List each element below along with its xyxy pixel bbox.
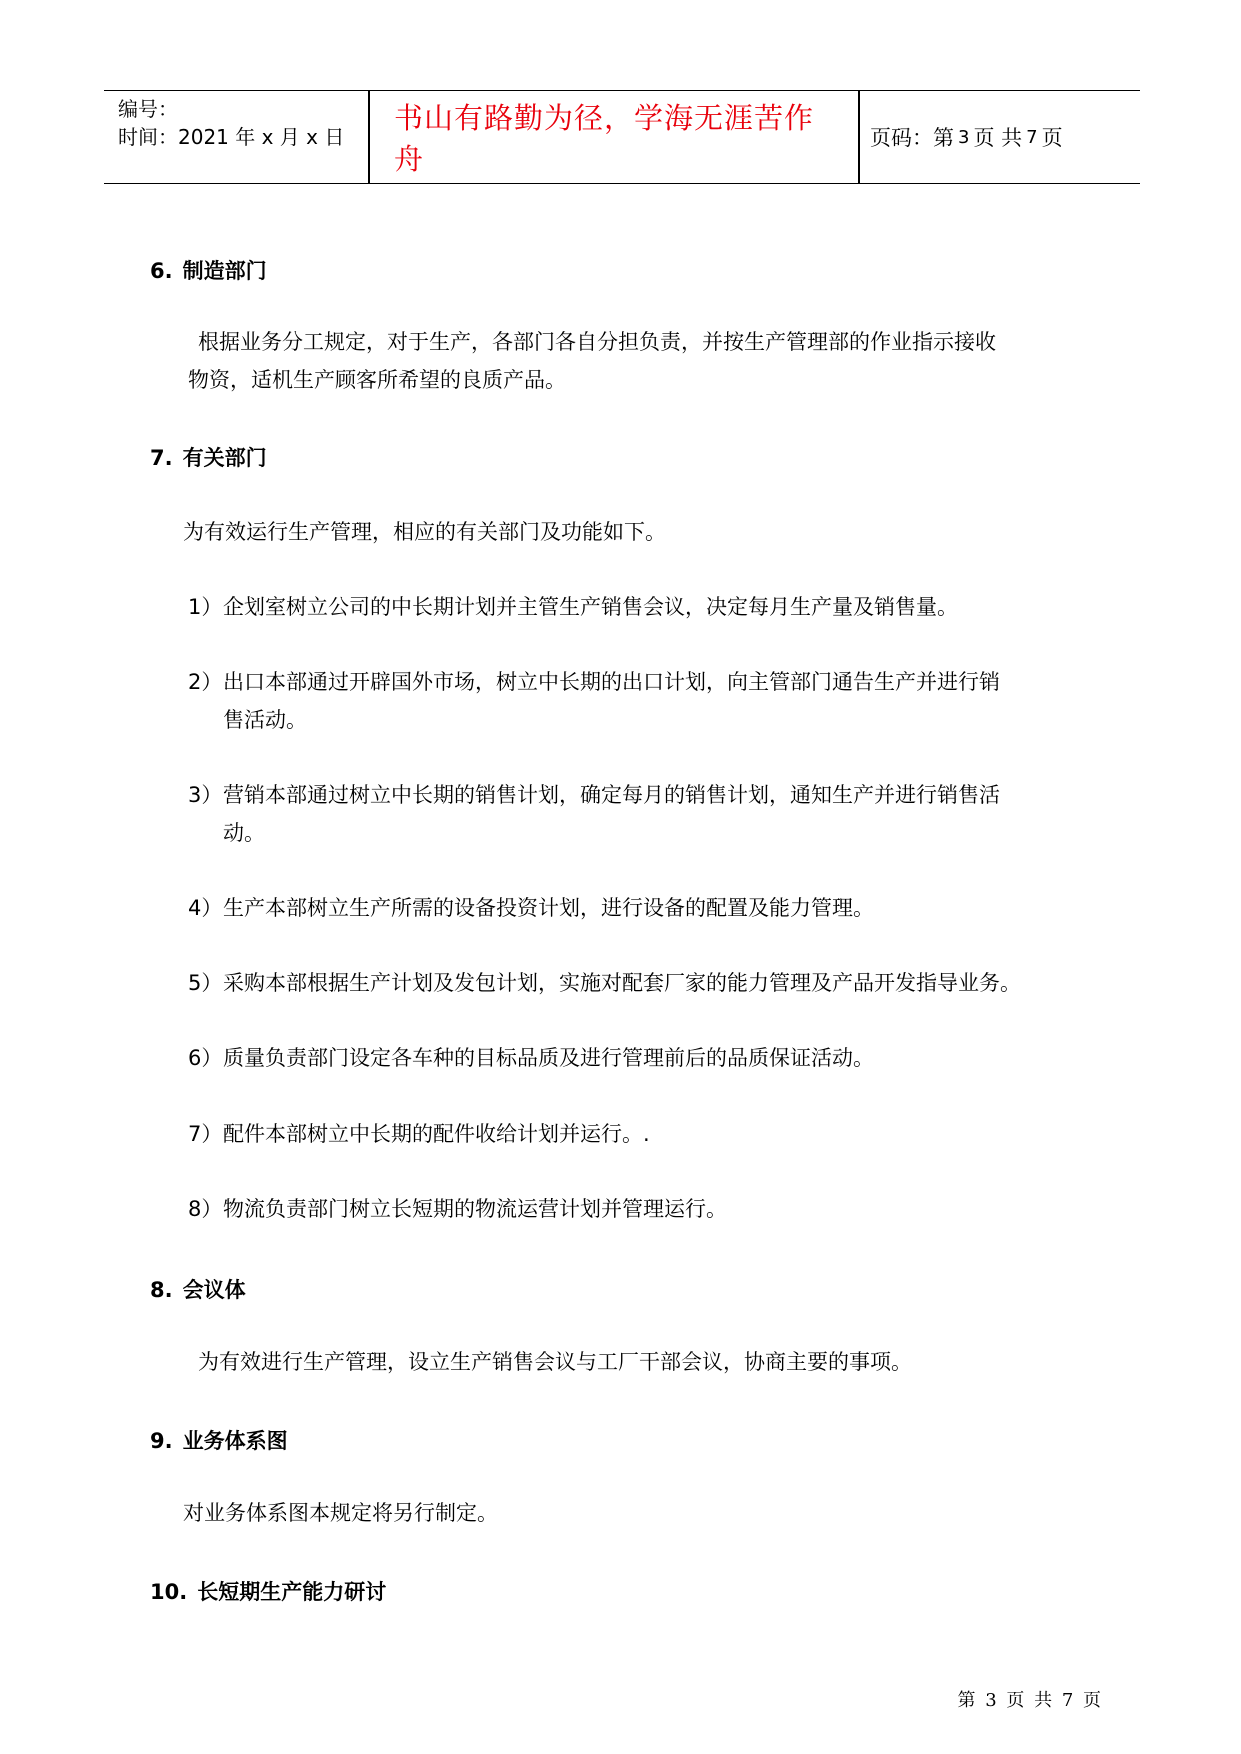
section-heading-8 [150, 1274, 246, 1304]
list-item-continuation: 动。 [223, 821, 265, 845]
list-item [188, 889, 1088, 927]
section-heading-10 [150, 1576, 386, 1606]
section-number: 10. [150, 1580, 188, 1604]
list-item [188, 1039, 1088, 1077]
section-title: 制造部门 [182, 259, 267, 283]
section-8-body: 为有效进行生产管理，设立生产销售会议与工厂干部会议，协商主要的事项。 [198, 1350, 912, 1374]
list-item-label: 8） [188, 1197, 223, 1221]
page-prefix: 页码：第 [870, 126, 954, 150]
section-heading-9 [150, 1425, 288, 1455]
list-item-text: 采购本部根据生产计划及发包计划，实施对配套厂家的能力管理及产品开发指导业务。 [223, 971, 1021, 995]
section-6-body-line-2: 物资，适机生产顾客所希望的良质产品。 [188, 368, 566, 392]
list-item-label: 3） [188, 783, 223, 807]
header-motto: 书山有路勤为径，学海无涯苦作舟 [394, 101, 815, 176]
page-suffix: 页 [1041, 126, 1063, 150]
list-item-text: 配件本部树立中长期的配件收给计划并运行。. [223, 1122, 650, 1146]
list-item [188, 588, 1088, 626]
list-item-label: 5） [188, 971, 223, 995]
section-title: 长短期生产能力研讨 [197, 1580, 387, 1604]
page-footer: 第 3 页 共 7 页 [957, 1690, 1103, 1711]
header-meta [118, 95, 344, 151]
list-item-text: 生产本部树立生产所需的设备投资计划，进行设备的配置及能力管理。 [223, 896, 874, 920]
section-title: 业务体系图 [182, 1429, 288, 1453]
list-item-label: 4） [188, 896, 223, 920]
section-number: 8. [150, 1278, 173, 1302]
document-number-label: 编号： [118, 97, 178, 121]
list-item [188, 1190, 1088, 1228]
document-time: 时间：2021 年 x 月 x 日 [118, 125, 345, 149]
section-6-body-line-1: 根据业务分工规定，对于生产，各部门各自分担负责，并按生产管理部的作业指示接收 [198, 330, 996, 354]
list-item-label: 6） [188, 1046, 223, 1070]
section-title: 会议体 [182, 1278, 246, 1302]
list-item-label: 7） [188, 1122, 223, 1146]
list-item-text: 营销本部通过树立中长期的销售计划，确定每月的销售计划，通知生产并进行销售活 [223, 783, 1000, 807]
list-item-text: 出口本部通过开辟国外市场，树立中长期的出口计划，向主管部门通告生产并进行销 [223, 670, 1000, 694]
page-total: 7 [1026, 126, 1038, 148]
page-mid: 页 共 [973, 126, 1023, 150]
list-item [188, 964, 1088, 1002]
section-number: 7. [150, 446, 173, 470]
header-divider-right [858, 91, 860, 183]
section-9-body: 对业务体系图本规定将另行制定。 [183, 1501, 498, 1525]
header-page-indicator [870, 91, 1063, 183]
section-number: 9. [150, 1429, 173, 1453]
list-item [188, 663, 1088, 739]
page-current: 3 [958, 126, 970, 148]
list-item [188, 776, 1088, 852]
list-item-text: 质量负责部门设定各车种的目标品质及进行管理前后的品质保证活动。 [223, 1046, 874, 1070]
section-heading-7 [150, 442, 267, 472]
list-item-continuation: 售活动。 [223, 708, 307, 732]
section-number: 6. [150, 259, 173, 283]
list-item-text: 物流负责部门树立长短期的物流运营计划并管理运行。 [223, 1197, 727, 1221]
list-item-label: 1） [188, 595, 223, 619]
list-item-label: 2） [188, 670, 223, 694]
header-divider-left [368, 91, 370, 183]
section-7-intro: 为有效运行生产管理，相应的有关部门及功能如下。 [183, 520, 666, 544]
section-heading-6 [150, 255, 267, 285]
section-title: 有关部门 [182, 446, 267, 470]
page-header [104, 90, 1140, 184]
list-item [188, 1115, 1088, 1153]
list-item-text: 企划室树立公司的中长期计划并主管生产销售会议，决定每月生产量及销售量。 [223, 595, 958, 619]
